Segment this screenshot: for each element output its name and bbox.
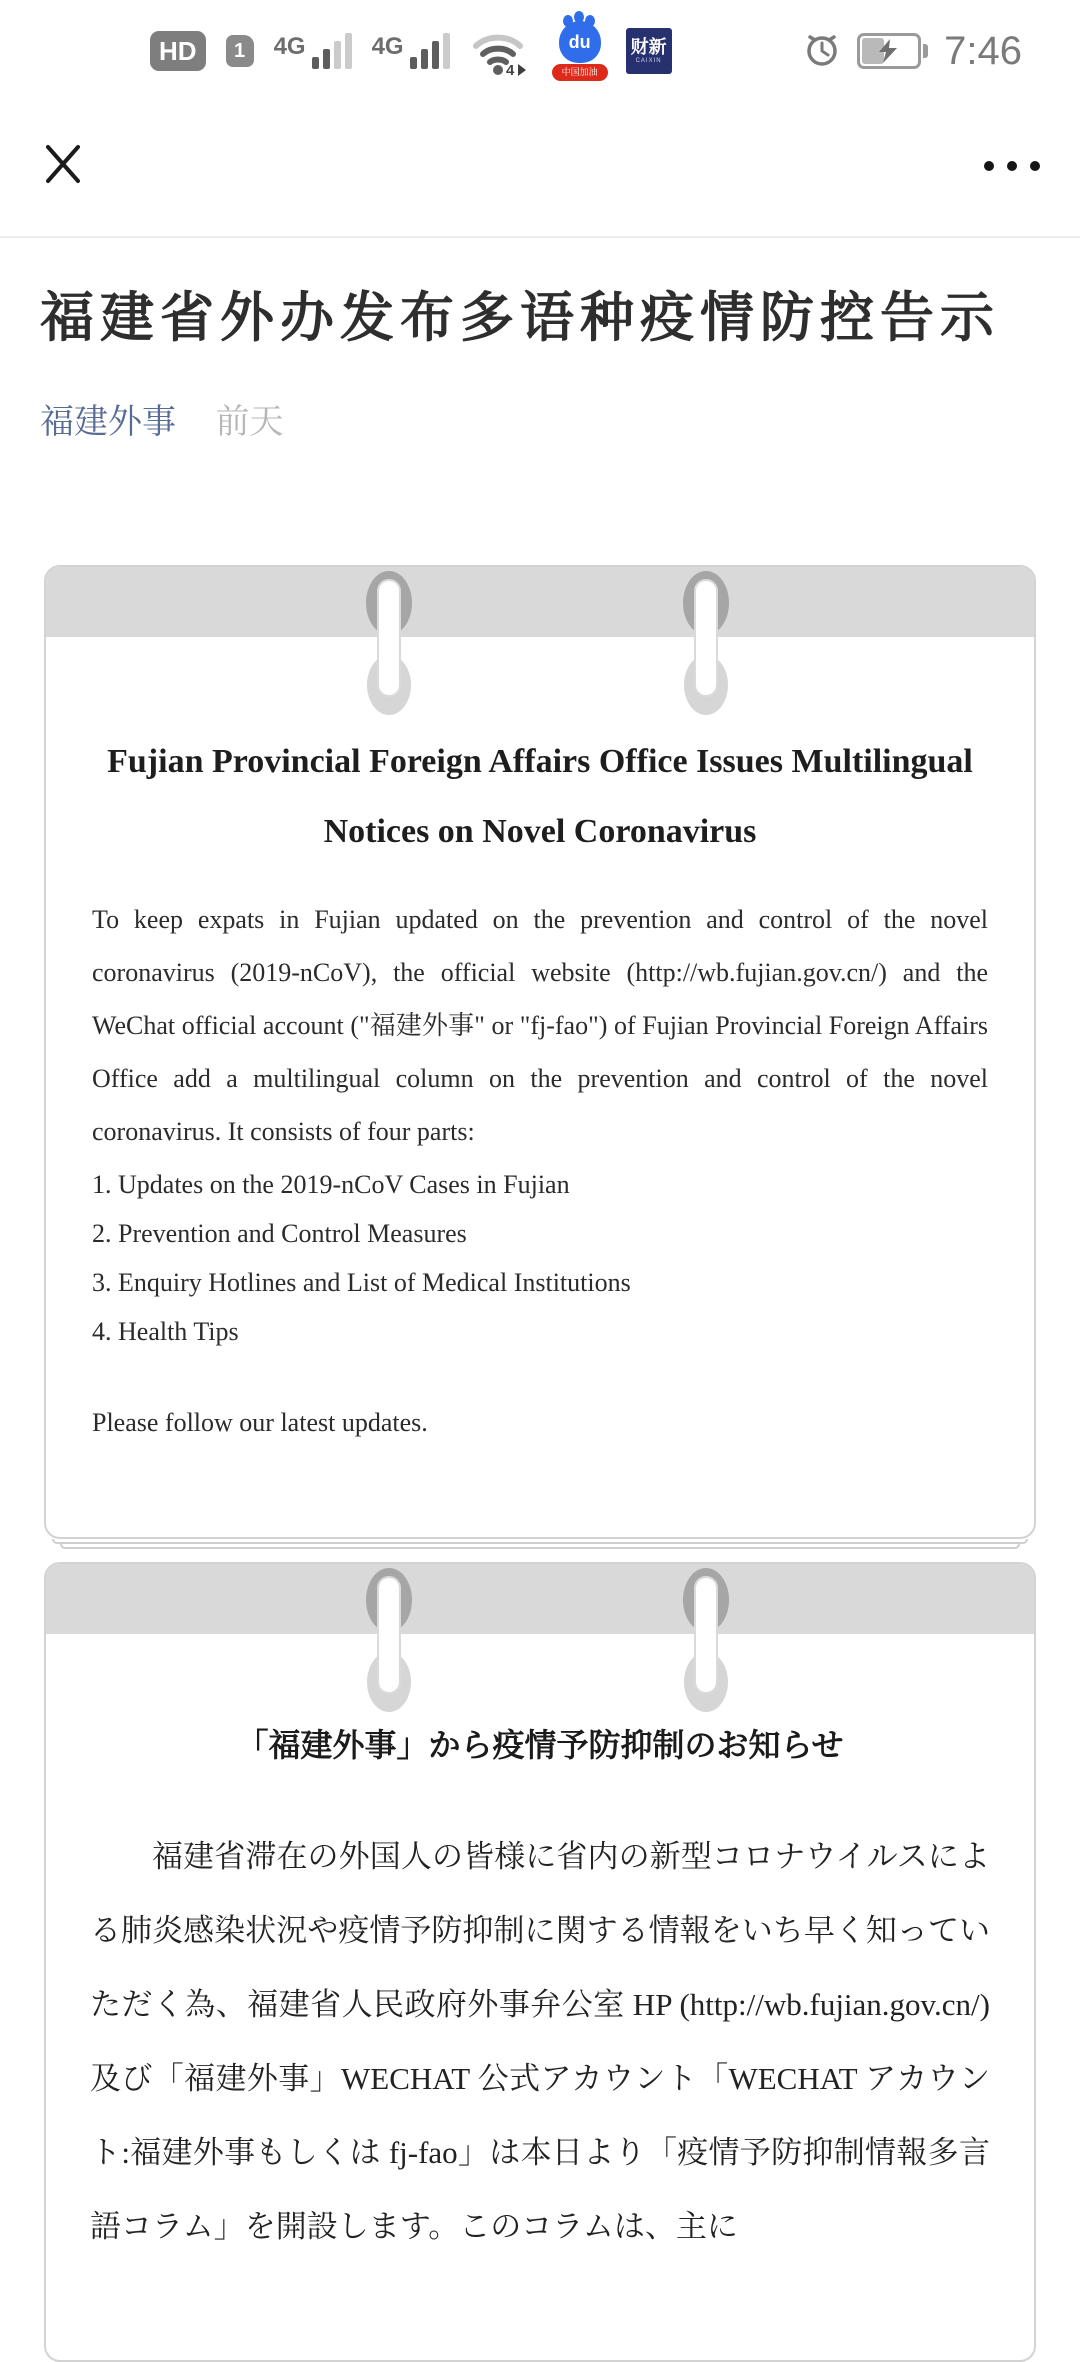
notice-paragraph-japanese: 福建省滞在の外国人の皆様に省内の新型コロナウイルスによる肺炎感染状況や疫情予防抑制に関する情報をいち早く知っていただく為、福建省人民政府外事弁公室 HP (http://wb.fujian.gov.cn/) 及び「福建外事」WECHAT 公式アカウント「WECHAT アカウント:福建外事もしくは fj-fao」は本日より「疫情予防抑制情報多言語コラム」を開設します。このコラムは、主に [90, 1839, 990, 2244]
notice-image-english[interactable] [44, 565, 1036, 1539]
status-right-cluster [787, 29, 1022, 74]
svg-text:4: 4 [505, 62, 514, 76]
notice-title-line2: Notices on Novel Coronavirus [323, 813, 757, 850]
publish-date: 前天 [215, 403, 284, 441]
network-type-label: 4G [273, 33, 306, 60]
battery-charging-icon [857, 33, 928, 69]
signal-bars-icon [406, 33, 450, 69]
baidu-banner: 中国加油 [552, 64, 608, 81]
notice-closing: Please follow our latest updates. [92, 1408, 428, 1437]
network-type-label: 4G [371, 33, 404, 60]
notice-list-item: 1. Updates on the 2019-nCoV Cases in Fujian [92, 1170, 570, 1199]
notice-list-item: 4. Health Tips [92, 1317, 239, 1346]
article-meta [40, 394, 1040, 443]
article-body [0, 282, 1080, 2362]
status-left-cluster [150, 21, 692, 81]
notice-paragraph: To keep expats in Fujian updated on the prevention and control of the novel coronavirus (2019-nCoV), the official website (http://wb.fujian.gov.cn/) and the WeChat official account ("福建外事" or "fj-fao") of Fujian Provincial Foreign Affairs Office add a multilingual column on the prevention and control of the novel coronavirus. It consists of four parts: [92, 905, 988, 1146]
baidu-paw-icon: du [559, 21, 601, 63]
binder-ring-icon [682, 571, 730, 721]
notice-title-line1: Fujian Provincial Foreign Affairs Office Issues Multilingual [107, 743, 973, 780]
binder-ring-icon [682, 1568, 730, 1718]
hd-volte-icon: HD [150, 31, 206, 71]
author-link[interactable]: 福建外事 [40, 403, 176, 441]
stacked-page-edge [60, 1544, 1020, 1549]
notice-list-item: 2. Prevention and Control Measures [92, 1219, 467, 1248]
status-bar [0, 0, 1080, 96]
wifi-icon [470, 26, 534, 76]
close-icon[interactable] [40, 141, 86, 192]
binder-ring-icon [365, 1568, 413, 1718]
notice-title-japanese: 「福建外事」から疫情予防抑制のお知らせ [236, 1727, 844, 1763]
signal-strength-icon-1 [274, 33, 352, 69]
notebook-header-band [46, 567, 1034, 637]
binder-ring-icon [365, 571, 413, 721]
nav-bar [0, 96, 1080, 238]
more-icon[interactable] [971, 161, 1040, 171]
notice-list [92, 1160, 988, 1356]
alarm-clock-icon [803, 30, 841, 73]
article-title: 福建省外办发布多语种疫情防控告示 [40, 288, 1000, 348]
sim-card-icon: 1 [226, 35, 254, 67]
notice-list-item: 3. Enquiry Hotlines and List of Medical Institutions [92, 1268, 631, 1297]
notebook-header-band [46, 1564, 1034, 1634]
notice-image-japanese[interactable] [44, 1562, 1036, 2362]
status-time: 7:46 [944, 28, 1022, 73]
baidu-app-icon [554, 21, 606, 81]
signal-bars-icon [308, 33, 352, 69]
caixin-app-icon: 财新 CAIXIN [626, 28, 672, 74]
signal-strength-icon-2 [372, 33, 450, 69]
